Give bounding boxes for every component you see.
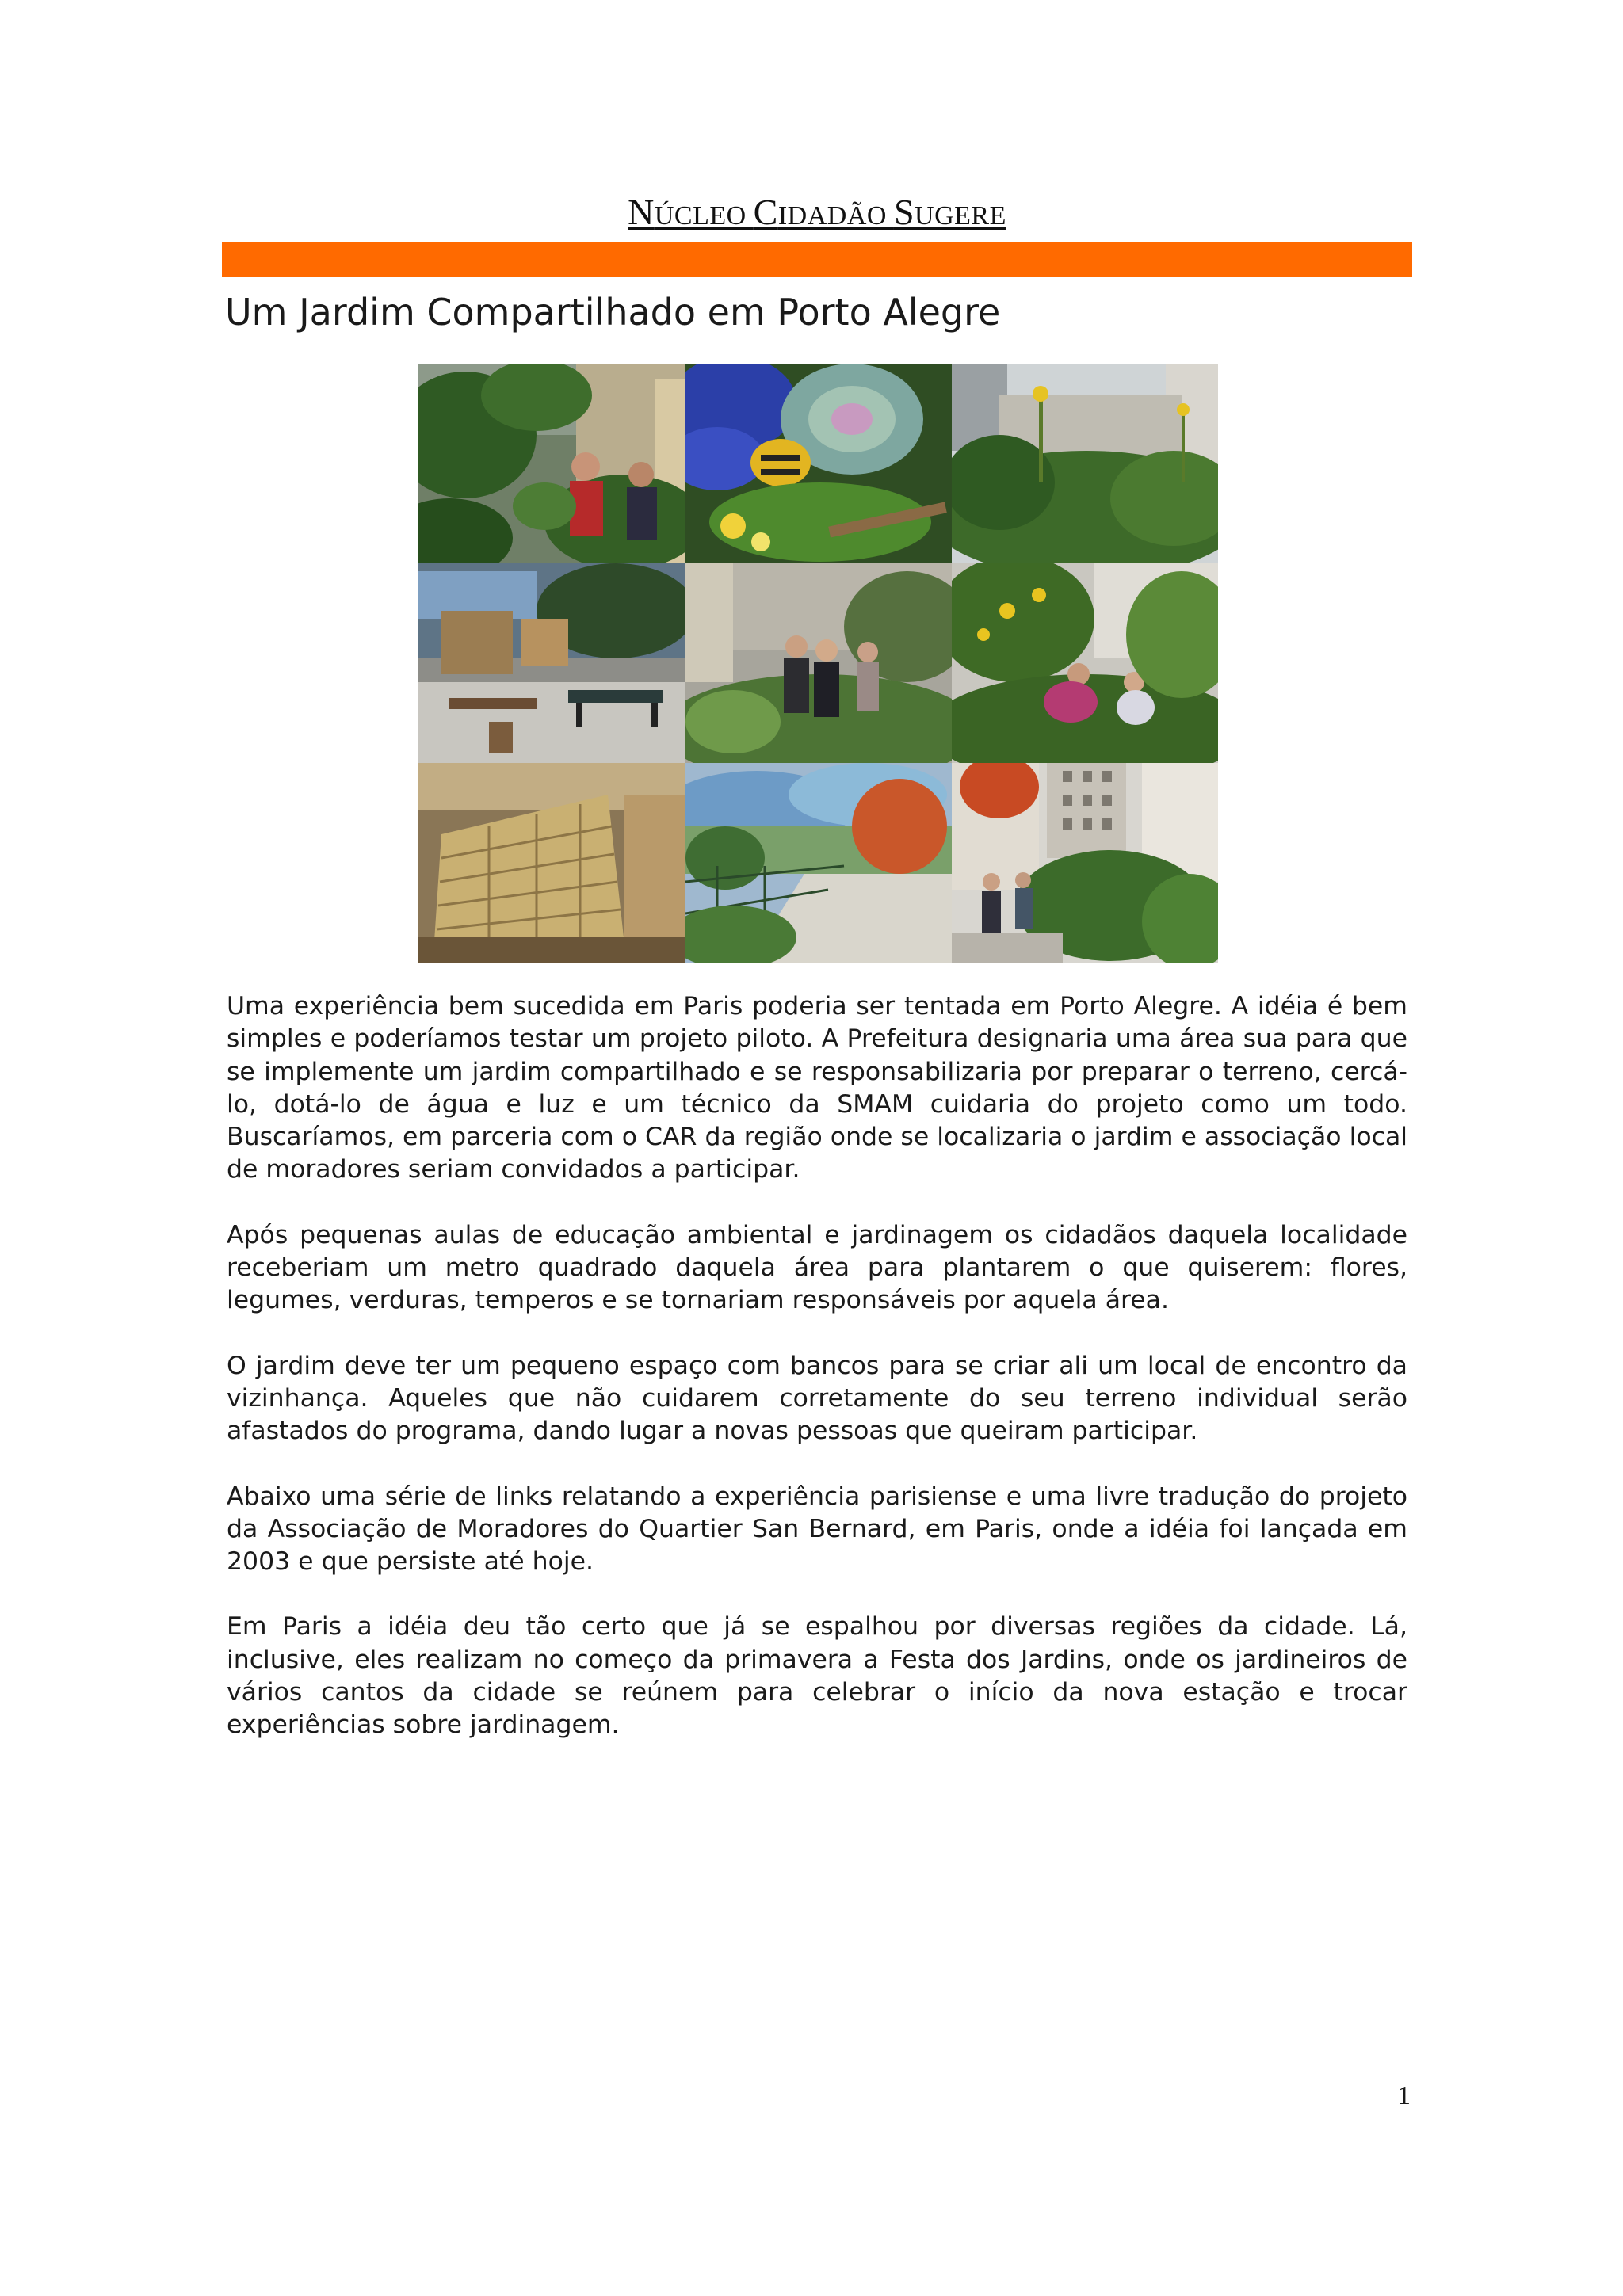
paragraph-3: O jardim deve ter um pequeno espaço com bancos para se criar ali um local de encontro da vizinhança. Aqueles que não cuidarem corretamente do seu terreno individual serão afastados do programa, dando lugar a novas pessoas que queiram participar. [227,1351,1407,1446]
photo-collage [418,364,1218,963]
header-accent-bar [222,242,1412,277]
document-title: Um Jardim Compartilhado em Porto Alegre [225,291,1001,334]
women-in-garden-photo [685,563,952,763]
benches-courtyard-photo [418,563,685,763]
urban-garden-plots-photo [952,763,1218,963]
brick-wall-photo [418,763,685,963]
paragraph-5: Em Paris a idéia deu tão certo que já se espalhou por diversas regiões da cidade. Lá, inclusive, eles realizam no começo da primavera a Festa dos Jardins, onde os jardineiros de vários cantos da cidade se reúnem para celebrar o início da nova estação e trocar experiências sobre jardinagem. [227,1612,1407,1740]
garden-children-photo [418,364,685,563]
header-title [222,192,1412,234]
header-word-cidadao: CIDADÃO [753,192,894,232]
document-body [227,990,1407,1775]
gardeners-kneeling-photo [952,563,1218,763]
header-word-sugere: SUGERE [893,192,1006,232]
paragraph-2: Após pequenas aulas de educação ambiental e jardinagem os cidadãos daquela localidade receberiam um metro quadrado daquela área para plantarem o que quiserem: flores, legumes, verduras, temperos e se tornariam responsáveis por aquela área. [227,1220,1407,1315]
paragraph-1: Uma experiência bem sucedida em Paris poderia ser tentada em Porto Alegre. A idéia é bem simples e poderíamos testar um projeto piloto. A Prefeitura designaria uma área sua para que se implemente um jardim compartilhado e se responsabilizaria por preparar o terreno, cercá-lo, dotá-lo de água e luz e um técnico da SMAM cuidaria do projeto como um todo. Buscaríamos, em parceria com o CAR da região onde se localizaria o jardim e associação local de moradores seriam convidados a participar. [227,992,1407,1184]
cabbage-bee-photo [685,364,952,563]
paragraph-4: Abaixo uma série de links relatando a experiência parisiense e uma livre tradução do projeto da Associação de Moradores do Quartier San Bernard, em Paris, onde a idéia foi lançada em 2003 e que persiste até hoje. [227,1482,1407,1577]
mural-path-photo [685,763,952,963]
sunflower-garden-photo [952,364,1218,563]
page-number: 1 [1397,2081,1411,2111]
header-word-nucleo: NÚCLEO [628,192,754,232]
